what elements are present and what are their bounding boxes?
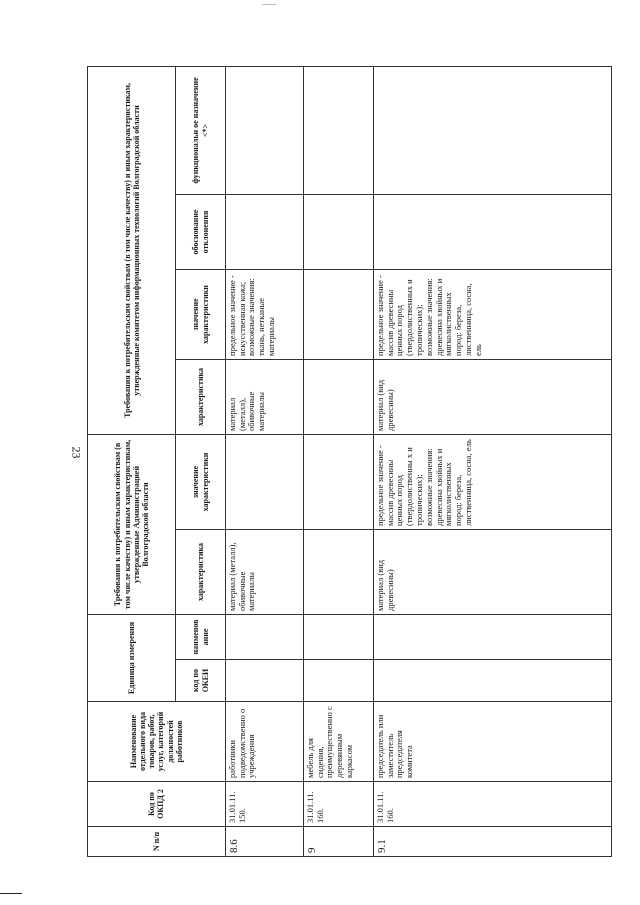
row-admin-char: материал (металл), обивочные материалы [225,529,303,614]
row-okei [303,660,373,702]
row-name: мебель для сидения, преимущественно с деревянным каркасом [303,702,373,782]
row-com-value: предельное значение - массив древесины ценных пород (твердолиственных и тропических); возможные значения: древесина хвойных и мягколиственных пород: береза, лиственница, сосна, ель [373,269,611,359]
row-okpd: 31.01.11. 150. [225,782,303,827]
row-okei [373,660,611,702]
row-unit-name [373,614,611,659]
header-com-value: значение характеристики [176,269,226,359]
row-number: 9 [303,827,373,857]
header-name: Наименование отдельного вида товаров, работ, услуг, категорий должностей работников [88,702,226,782]
header-admin-char: характеристика [176,529,226,614]
row-justification [373,194,611,269]
header-req-admin: Требования к потребительским свойствам (в том числе качеству) и иным характеристикам, утвержденные Администрацией Волгоградской области [88,434,176,614]
row-com-char: материал (металл), обивочные материалы [225,359,303,434]
page-number: 23 [69,446,84,459]
row-justification [225,194,303,269]
row-name: работники подведомственно о учреждения [225,702,303,782]
row-okpd: 31.01.11. 160. [303,782,373,827]
top-scan-mark [262,4,276,5]
table-row [225,66,303,856]
row-admin-value: предельное значение - массив древесины ценных пород (твердолиственны х и тропических); возможные значения: древесина хвойных и мягколиственных пород: береза, лиственница, сосна, ель [373,434,611,529]
row-admin-value [225,434,303,529]
table-row [373,66,611,856]
rotated-table-container [87,67,612,857]
row-admin-char: материал (вид древесины) [373,529,611,614]
header-justification: обоснование отклонения [176,194,226,269]
row-purpose [303,66,373,194]
row-name: председатель или заместитель председателя комитета [373,702,611,782]
row-com-char: материал (вид древесины) [373,359,611,434]
requirements-table [87,66,612,857]
header-req-committee: Требования к потребительским свойствам (в том числе качеству) и иным характеристикам, утвержденные комитетом информационных технологий Волгоградской области [88,66,176,434]
bottom-scan-mark [0,893,22,894]
row-admin-value [303,434,373,529]
table-row [303,66,373,856]
row-unit-name [303,614,373,659]
row-justification [303,194,373,269]
header-okpd: Код по ОКПД 2 [88,782,226,827]
row-number: 8.6 [225,827,303,857]
header-unit-name: наименов ание [176,614,226,659]
header-okei: код по ОКЕИ [176,660,226,702]
row-okei [225,660,303,702]
row-okpd: 31.01.11. 160. [373,782,611,827]
row-number: 9.1 [373,827,611,857]
header-row-1 [88,66,176,856]
row-admin-char [303,529,373,614]
row-com-value: предельное значение - искусственная кожа; возможные значения: ткань, нетканые материалы [225,269,303,359]
header-admin-value: значение характеристики [176,434,226,529]
header-com-char: характеристика [176,359,226,434]
header-purpose: функциональн ое назначение <*> [176,66,226,194]
row-purpose [373,66,611,194]
row-com-value [303,269,373,359]
header-n: N п/п [88,827,226,857]
row-unit-name [225,614,303,659]
row-com-char [303,359,373,434]
row-purpose [225,66,303,194]
header-unit: Единица измерения [88,614,176,701]
